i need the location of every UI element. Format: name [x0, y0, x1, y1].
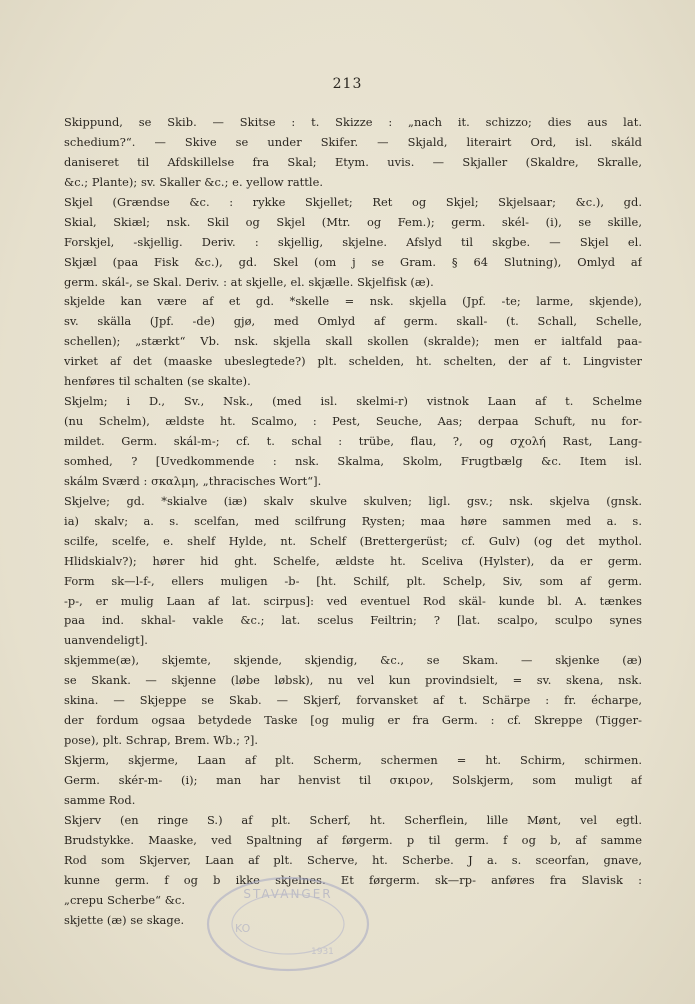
text-line: germ. skál-, se Skal. Deriv. : at skjelle, el. skjælle. Skjelfisk (æ). [64, 274, 434, 289]
text-line: Skjelm; i D., Sv., Nsk., (med isl. skelmi-r) vistnok Laan af t. Schelme [64, 394, 642, 409]
text-line: (nu Schelm), ældste ht. Scalmo, : Pest, Seuche, Aas; derpaa Schuft, nu for- [64, 414, 642, 429]
text-line: henføres til schalten (se skalte). [64, 374, 251, 389]
svg-text:1931: 1931 [311, 947, 334, 957]
text-line: ia) skalv; a. s. scelfan, med scilfrung Rysten; maa høre sammen med a. s. [64, 513, 642, 528]
text-line: -p-, er mulig Laan af lat. scirpus]: ved eventuel Rod skäl- kunde bl. A. tænkes [64, 593, 642, 608]
text-line: Skjerm, skjerme, Laan af plt. Scherm, schermen = ht. Schirm, schirmen. [64, 753, 642, 767]
text-line: skina. — Skjeppe se Skab. — Skjerf, forvansket af t. Schärpe : fr. écharpe, [64, 693, 642, 708]
text-line: Skippund, se Skib. — Skitse : t. Skizze : „nach it. schizzo; dies aus lat. [64, 115, 642, 129]
text-line: Skjel (Grændse &c. : rykke Skjellet; Ret og Skjel; Skjelsaar; &c.), gd. [64, 194, 642, 209]
text-line: scilfe, scelfe, e. shelf Hylde, nt. Schelf (Brettergerüst; cf. Gulv) (og det mythol. [64, 533, 642, 548]
svg-text:KO: KO [235, 922, 251, 935]
text-line: kunne germ. f og b ikke skjelnes. Et førgerm. sk—rp- anføres fra Slavisk : [64, 872, 642, 887]
text-line: Skjæl (paa Fisk &c.), gd. Skel (om j se Gram. § 64 Slutning), Omlyd af [64, 254, 642, 269]
text-line: Skjerv (en ringe S.) af plt. Scherf, ht. Scherflein, lille Mønt, vel egtl. [64, 812, 642, 827]
text-line: uanvendeligt]. [64, 633, 148, 648]
text-line: skjemme(æ), skjemte, skjende, skjendig, &c., se Skam. — skjenke (æ) [64, 653, 642, 668]
text-line: Skial, Skiæl; nsk. Skil og Skjel (Mtr. og Fem.); germ. skél- (i), se skille, [64, 214, 642, 229]
text-line: „crepu Scherbe“ &c. [64, 892, 185, 907]
text-line: Brudstykke. Maaske, ved Spaltning af førgerm. p til germ. f og b, af samme [64, 832, 642, 847]
text-line: virket af det (maaske ubeslegtede?) plt. schelden, ht. schelten, der af t. Lingvister [64, 354, 642, 369]
text-line: skjelde kan være af et gd. *skelle = nsk. skjella (Jpf. -te; larme, skjende), [64, 294, 642, 309]
text-line: skálm Sværd : σκαλμη, „thracisches Wort“]. [64, 473, 322, 488]
text-line: schedium?“. — Skive se under Skifer. — Skjald, literairt Ord, isl. skáld [64, 134, 642, 149]
dictionary-body [64, 113, 642, 930]
text-line: pose), plt. Schrap, Brem. Wb.; ?]. [64, 733, 259, 748]
text-line: mildet. Germ. skál-m-; cf. t. schal : trübe, flau, ?, og σχολή Rast, Lang- [64, 434, 642, 448]
text-line: sv. skälla (Jpf. -de) gjø, med Omlyd af germ. skall- (t. Schall, Schelle, [64, 314, 642, 329]
text-line: Hlidskialv?); hører hid ght. Schelfe, ældste ht. Sceliva (Hylster), da er germ. [64, 553, 642, 568]
text-line: Skjelve; gd. *skialve (iæ) skalv skulve skulven; ligl. gsv.; nsk. skjelva (gnsk. [64, 493, 642, 508]
text-line: se Skank. — skjenne (løbe løbsk), nu vel kun provindsielt, = sv. skena, nsk. [64, 673, 642, 688]
text-line: der fordum ogsaa betydede Taske [og mulig er fra Germ. : cf. Skreppe (Tigger- [64, 713, 642, 728]
text-line: samme Rod. [64, 792, 136, 807]
svg-text:STAVANGER: STAVANGER [243, 887, 333, 901]
text-line: &c.; Plante); sv. Skaller &c.; e. yellow rattle. [64, 174, 324, 189]
text-line: skjette (æ) se skage. [64, 912, 185, 927]
text-line: Germ. skér-m- (i); man har henvist til σκιρον, Solskjerm, som muligt af [64, 772, 642, 787]
text-line: Rod som Skjerver, Laan af plt. Scherve, ht. Scherbe. J a. s. sceorfan, gnave, [64, 852, 642, 867]
text-line: Form sk—l-f-, ellers muligen -b- [ht. Schilf, plt. Schelp, Siv, som af germ. [64, 573, 642, 588]
text-line: daniseret til Afdskillelse fra Skal; Etym. uvis. — Skjaller (Skaldre, Skralle, [64, 154, 642, 169]
text-line: paa ind. skhal- vakle &c.; lat. scelus Feiltrin; ? [lat. scalpo, sculpo synes [64, 613, 642, 628]
text-line: schellen); „stærkt“ Vb. nsk. skjella skall skollen (skralde); men er ialtfald paa- [64, 334, 642, 349]
text-line: Forskjel, -skjellig. Deriv. : skjellig, skjelne. Afslyd til skgbe. — Skjel el. [64, 234, 642, 249]
page-number: 213 [332, 76, 363, 92]
text-line: somhed, ? [Uvedkommende : nsk. Skalma, Skolm, Frugtbælg &c. Item isl. [64, 453, 642, 468]
